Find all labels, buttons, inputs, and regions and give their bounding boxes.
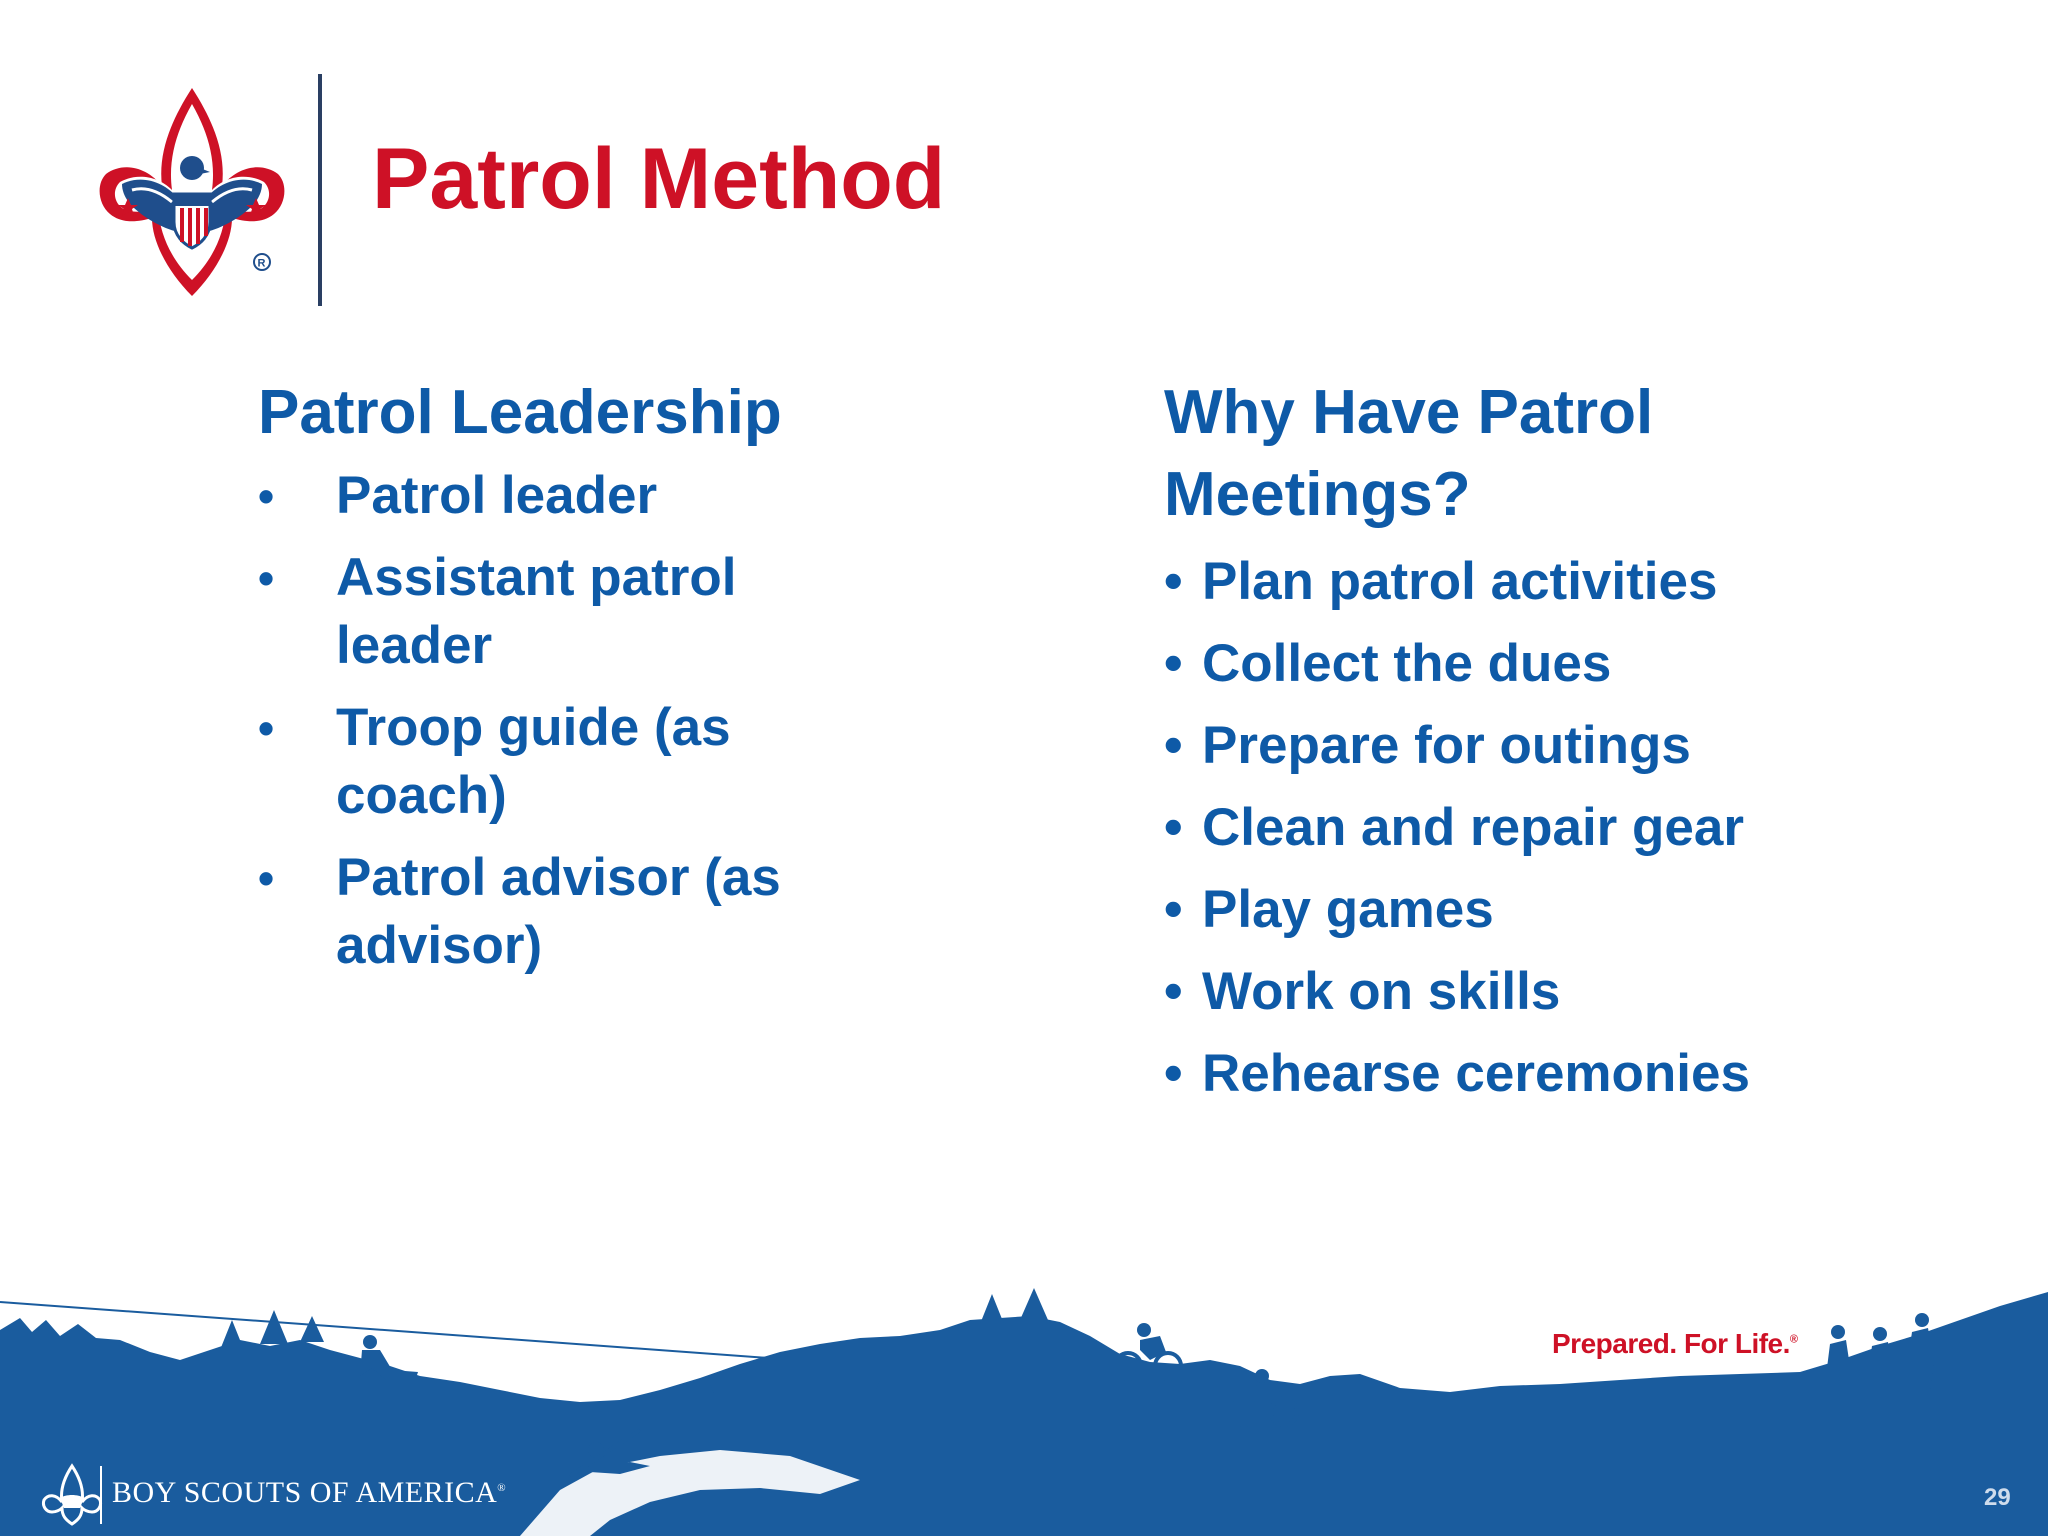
patrol-leadership-list — [258, 462, 898, 994]
bullet: • — [258, 702, 275, 754]
bullet: • — [258, 552, 275, 604]
list-item-text: Collect the dues — [1202, 634, 1612, 693]
list-item — [1164, 712, 2024, 780]
bullet: • — [1164, 962, 1183, 1021]
org-name — [112, 1476, 506, 1510]
right-column-heading — [1164, 372, 1653, 536]
bullet: • — [1164, 716, 1183, 775]
tagline-text: Prepared. For Life. — [1552, 1328, 1790, 1359]
page-number: 29 — [1984, 1484, 2011, 1511]
list-item — [258, 844, 898, 980]
list-item-text: Prepare for outings — [1202, 716, 1691, 775]
list-item — [1164, 876, 2024, 944]
bsa-fleur-de-lis-logo-icon — [92, 82, 292, 302]
bullet: • — [1164, 1044, 1183, 1103]
bullet: • — [1164, 798, 1183, 857]
bullet: • — [258, 852, 275, 904]
org-name-text: BOY SCOUTS OF AMERICA — [112, 1476, 498, 1509]
title-divider — [318, 74, 322, 306]
svg-text:R: R — [257, 257, 266, 270]
list-item — [1164, 958, 2024, 1026]
list-item — [258, 694, 898, 830]
list-item — [1164, 794, 2024, 862]
list-item-text: Clean and repair gear — [1202, 798, 1744, 857]
footer-divider — [100, 1466, 102, 1524]
list-item — [1164, 548, 2024, 616]
bullet: • — [1164, 880, 1183, 939]
org-registered-mark: ® — [497, 1482, 507, 1494]
list-item-text: Work on skills — [1202, 962, 1561, 1021]
list-item-text: Patrol leader — [336, 466, 658, 525]
slide-title: Patrol Method — [372, 131, 946, 227]
list-item — [1164, 1040, 2024, 1108]
right-heading-line-2: Meetings? — [1164, 460, 1471, 529]
bsa-small-emblem-icon — [40, 1462, 104, 1526]
bullet: • — [1164, 634, 1183, 693]
bullet: • — [258, 470, 275, 522]
tagline-registered-mark: ® — [1789, 1333, 1798, 1346]
list-item-text: Assistant patrol leader — [336, 548, 737, 675]
patrol-meetings-list — [1164, 548, 2024, 1122]
right-heading-line-1: Why Have Patrol — [1164, 378, 1654, 447]
tagline — [1552, 1328, 1798, 1360]
list-item — [258, 462, 898, 530]
list-item-text: Plan patrol activities — [1202, 552, 1718, 611]
list-item-text: Patrol advisor (as advisor) — [336, 848, 781, 975]
list-item-text: Rehearse ceremonies — [1202, 1044, 1750, 1103]
left-column-heading: Patrol Leadership — [258, 378, 782, 447]
bullet: • — [1164, 552, 1183, 611]
list-item-text: Play games — [1202, 880, 1494, 939]
list-item — [258, 544, 898, 680]
list-item — [1164, 630, 2024, 698]
list-item-text: Troop guide (as coach) — [336, 698, 731, 825]
